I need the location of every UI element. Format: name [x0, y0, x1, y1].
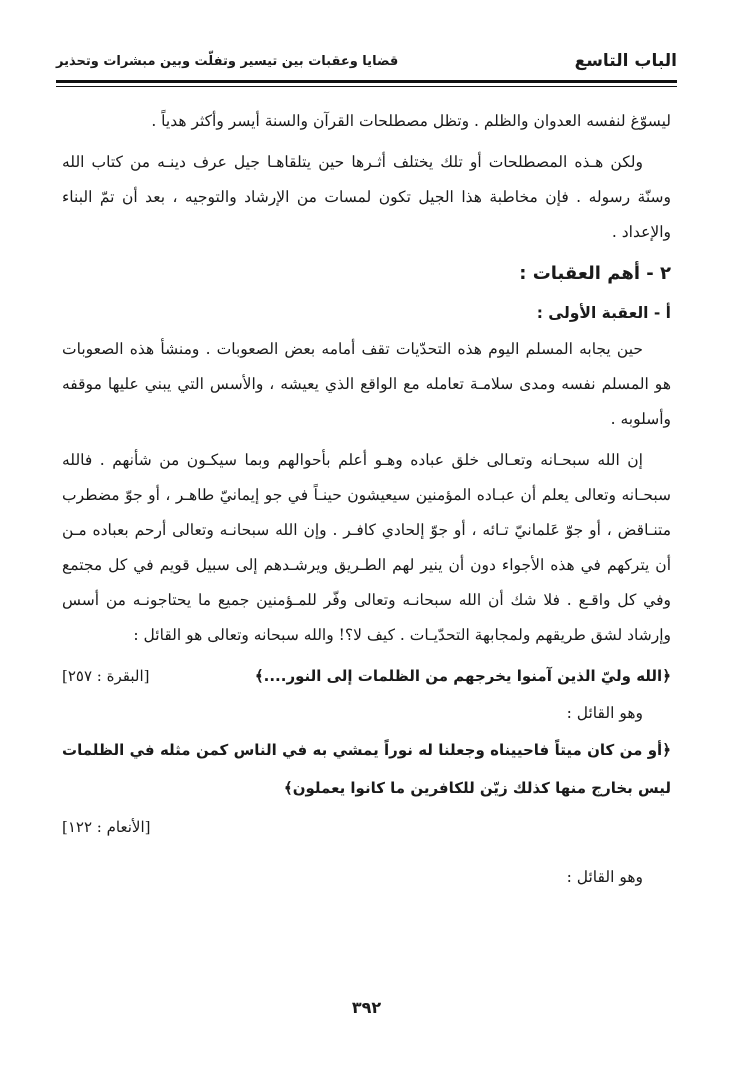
- header-rule-thin: [56, 86, 677, 87]
- page-body: [62, 104, 671, 895]
- said-line-1: وهو القائل :: [566, 704, 643, 722]
- page-number: ٣٩٢: [351, 998, 382, 1017]
- running-header: [56, 46, 677, 76]
- verse-2-reference: [الأنعام : ١٢٢]: [62, 818, 151, 836]
- chapter-subject: قضايا وعقبات بين تيسير وتفلّت وبين مبشرات وتحذير: [56, 53, 399, 69]
- verse-1-text: ﴿الله وليّ الذين آمنوا يخرجهم من الظلمات إلى النور....﴾: [254, 667, 671, 685]
- paragraph-3: حين يجابه المسلم اليوم هذه التحدّيات تقف أمامه بعض الصعوبات . ومنشأ هذه الصعوبات هو المسلم نفسه ومدى سلامـة تعامله مع الواقع الذي يعيشه ، والأسس التي يبني عليها موقفه وأسلوبه .: [62, 340, 671, 428]
- verse-1-reference: [البقرة : ٢٥٧]: [62, 667, 150, 685]
- paragraph-1: ليسوّغ لنفسه العدوان والظلم . وتظل مصطلحات القرآن والسنة أيسر وأكثر هدياً .: [151, 112, 671, 130]
- section-heading: ٢ - أهم العقبات :: [519, 263, 671, 284]
- paragraph-4: إن الله سبحـانه وتعـالى خلق عباده وهـو أعلم بأحوالهم وبما سيكـون من شأنهم . فالله سبحـانه وتعالى يعلم أن عبـاده المؤمنين سيعيشون حينـاً في جو إيمانيّ طاهـر ، أو جوّ مضطرب متنـاقض ، أو جوّ عَلمانيّ تـائه ، أو جوّ إلحادي كافـر . وإن الله سبحانـه وتعالى أرحم بعباده مـن أن يتركهم في هذه الأجواء دون أن ينير لهم الطـريق ويرشـدهم إلى سبيل قويم في كل مجتمع وفي كل واقـع . فلا شك أن الله سبحانـه وتعالى وفّر للمـؤمنين جميع ما يحتاجونـه من أسس وإرشاد لشق طريقهم ولمجابهة التحدّيـات . كيف لا؟! والله سبحانه وتعالى هو القائل :: [62, 451, 671, 644]
- sub-heading: أ - العقبة الأولى :: [536, 304, 671, 322]
- quran-verse-1: [62, 657, 671, 695]
- header-rule-thick: [56, 80, 677, 83]
- quran-verse-2: ﴿أو من كان ميتاً فاحييناه وجعلنا له نوراً يمشي به في الناس كمن مثله في الظلمات ليس بخارج منها كذلك زيّن للكافرين ما كانوا يعملون﴾: [62, 741, 671, 797]
- said-line-2: وهو القائل :: [566, 868, 643, 886]
- paragraph-2: ولكن هـذه المصطلحات أو تلك يختلف أثـرها حين يتلقاهـا جيل عرف دينـه من كتاب الله وسنّة رسوله . فإن مخاطبة هذا الجيل تكون لمسات من الإرشاد والتوجيه ، بعد أن تمّ البناء والإعداد .: [62, 153, 671, 241]
- chapter-title: الباب التاسع: [574, 51, 677, 71]
